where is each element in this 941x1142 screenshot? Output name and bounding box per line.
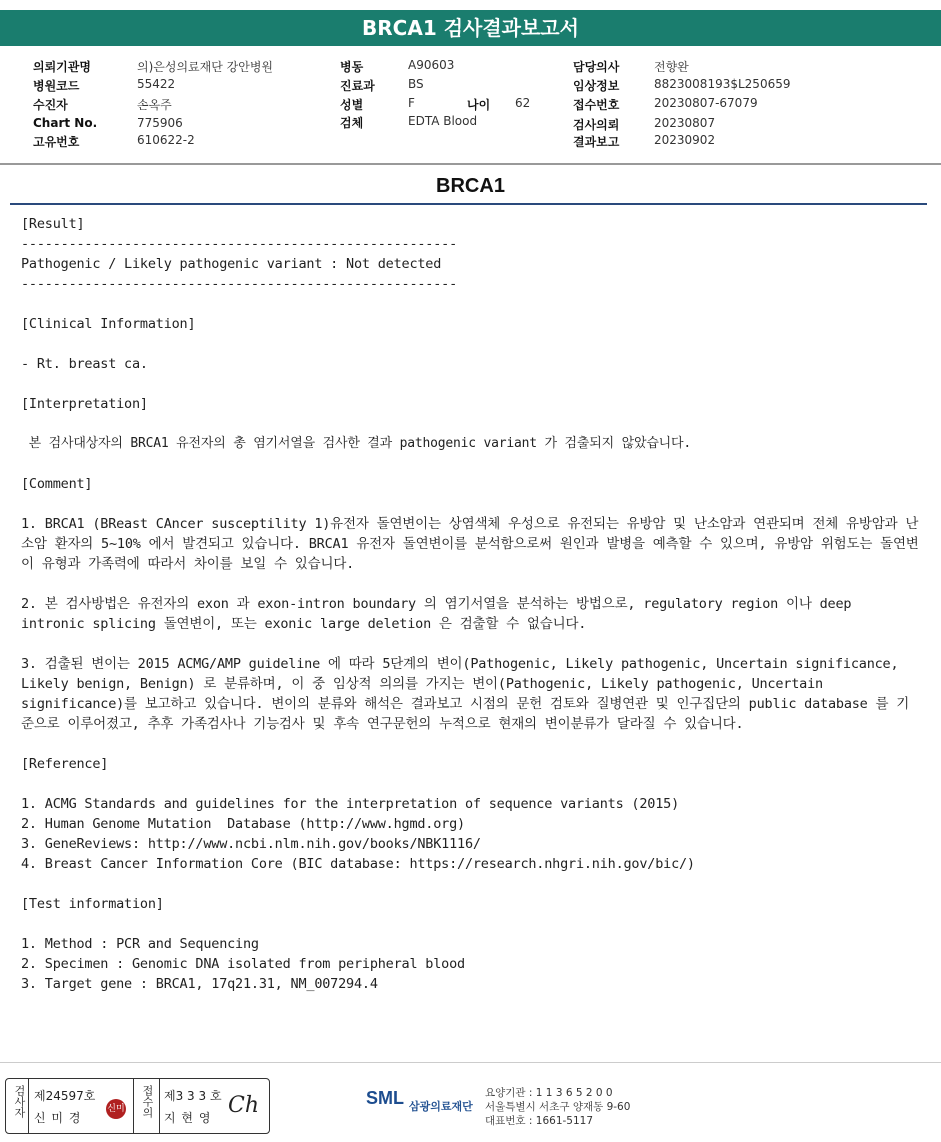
box-divider	[28, 1079, 29, 1133]
confirmer-label: 접수의	[141, 1085, 154, 1118]
reference-item: 1. ACMG Standards and guidelines for the interpretation of sequence variants (2015)	[21, 796, 679, 812]
value-receipt-no: 20230807-67079	[654, 96, 758, 110]
label-physician: 담당의사	[573, 60, 620, 74]
label-chart-no: Chart No.	[33, 116, 98, 130]
header-divider	[0, 163, 941, 165]
value-specimen: EDTA Blood	[408, 114, 478, 128]
value-hospital-code: 55422	[137, 77, 176, 91]
label-hospital-code: 병원코드	[33, 79, 80, 93]
result-heading: [Result]	[21, 216, 85, 232]
label-patient: 수진자	[33, 98, 68, 112]
report-body	[21, 214, 921, 994]
label-institution: 의뢰기관명	[33, 60, 91, 74]
divider-dashes: -------------------------------------------------------	[21, 276, 458, 292]
confirmer-name: 지 현 영	[164, 1111, 212, 1125]
box-divider	[159, 1079, 160, 1133]
value-patient: 손옥주	[137, 98, 172, 112]
contact-line: 서울특별시 서초구 양재동 9-60	[485, 1101, 631, 1113]
confirmer-number: 제3 3 3 호	[164, 1089, 222, 1103]
label-department: 진료과	[340, 79, 375, 93]
value-physician: 전향완	[654, 60, 689, 74]
result-line: Pathogenic / Likely pathogenic variant : Not detected	[21, 256, 442, 272]
value-age: 62	[515, 96, 531, 110]
value-chart-no: 775906	[137, 116, 183, 130]
label-specimen: 검체	[340, 116, 364, 130]
reference-item: 4. Breast Cancer Information Core (BIC database: https://research.nhgri.nih.gov/bic/)	[21, 856, 695, 872]
label-age: 나이	[467, 98, 491, 112]
org-name: 삼광의료재단	[409, 1100, 473, 1113]
comment-3: 3. 검출된 변이는 2015 ACMG/AMP guideline 에 따라 5단계의 변이(Pathogenic, Likely pathogenic, Uncertain significance, Likely benign, Benign) 로 분류하며, 이 중 임상적 의의를 가지는 변이(Pathogenic, Likely pathogenic, Uncertain significance)를 보고하고 있습니다. 변이의 분류와 해석은 결과보고 시점의 문헌 검토와 질병연관 및 인구집단의 public database 를 기준으로 이루어졌고, 추후 가족검사나 기능검사 및 후속 연구문헌의 누적으로 현재의 변이분류가 달라질 수 있습니다.	[21, 656, 910, 732]
patient-info	[0, 55, 941, 163]
examiner-label: 검사자	[13, 1085, 26, 1118]
label-report-date: 결과보고	[573, 135, 620, 149]
test-info-item: 2. Specimen : Genomic DNA isolated from peripheral blood	[21, 956, 465, 972]
reference-item: 3. GeneReviews: http://www.ncbi.nlm.nih.gov/books/NBK1116/	[21, 836, 481, 852]
label-ward: 병동	[340, 60, 364, 74]
test-info-item: 1. Method : PCR and Sequencing	[21, 936, 259, 952]
value-clinical-info: 8823008193$L250659	[654, 77, 791, 91]
label-clinical-info: 임상정보	[573, 79, 620, 93]
label-sex: 성별	[340, 98, 364, 112]
sml-logo: SML	[366, 1088, 404, 1108]
reference-heading: [Reference]	[21, 756, 109, 772]
report-banner: BRCA1 검사결과보고서	[0, 10, 941, 46]
comment-1: 1. BRCA1 (BReast CAncer susceptility 1)유전자 돌연변이는 상염색체 우성으로 유전되는 유방암 및 난소암과 연관되며 전체 유방암과 난소암 환자의 5~10% 에서 발견되고 있습니다. BRCA1 유전자 돌연변이를 분석함으로써 원인과 발병을 예측할 수 있으며, 유방암 위험도는 돌연변이 유형과 가족력에 따라서 차이를 보일 수 있습니다.	[21, 516, 919, 572]
footer-divider	[0, 1062, 941, 1063]
value-sex: F	[408, 96, 415, 110]
comment-heading: [Comment]	[21, 476, 93, 492]
value-ward: A90603	[408, 58, 455, 72]
seal-stamp-icon: 신미	[106, 1099, 126, 1119]
signature-icon: Ch	[228, 1093, 260, 1118]
value-department: BS	[408, 77, 424, 91]
box-divider	[133, 1079, 134, 1133]
interpretation-line: 본 검사대상자의 BRCA1 유전자의 총 염기서열을 검사한 결과 pathogenic variant 가 검출되지 않았습니다.	[21, 436, 692, 451]
clinical-heading: [Clinical Information]	[21, 316, 196, 332]
examiner-name: 신 미 경	[34, 1111, 82, 1125]
value-report-date: 20230902	[654, 133, 716, 147]
interpretation-heading: [Interpretation]	[21, 396, 148, 412]
label-unique-id: 고유번호	[33, 135, 80, 149]
divider-dashes: -------------------------------------------------------	[21, 236, 458, 252]
value-request-date: 20230807	[654, 116, 716, 130]
contact-line: 대표번호 : 1661-5117	[485, 1115, 594, 1127]
examiner-number: 제24597호	[34, 1089, 96, 1103]
contact-line: 요양기관 : 1 1 3 6 5 2 0 0	[485, 1087, 613, 1099]
contact-info	[485, 1086, 630, 1128]
signature-box	[5, 1078, 270, 1134]
label-request-date: 검사의뢰	[573, 118, 620, 132]
reference-item: 2. Human Genome Mutation Database (http://www.hgmd.org)	[21, 816, 465, 832]
title-underline	[10, 203, 927, 205]
document-title: BRCA1	[436, 175, 505, 197]
clinical-line: - Rt. breast ca.	[21, 356, 148, 372]
value-unique-id: 610622-2	[137, 133, 195, 147]
value-institution: 의)은성의료재단 강안병원	[137, 60, 274, 74]
comment-2: 2. 본 검사방법은 유전자의 exon 과 exon-intron boundary 의 염기서열을 분석하는 방법으로, regulatory region 이나 deep intronic splicing 돌연변이, 또는 exonic large deletion 은 검출할 수 없습니다.	[21, 596, 852, 632]
label-receipt-no: 접수번호	[573, 98, 620, 112]
test-info-item: 3. Target gene : BRCA1, 17q21.31, NM_007294.4	[21, 976, 378, 992]
test-info-heading: [Test information]	[21, 896, 164, 912]
